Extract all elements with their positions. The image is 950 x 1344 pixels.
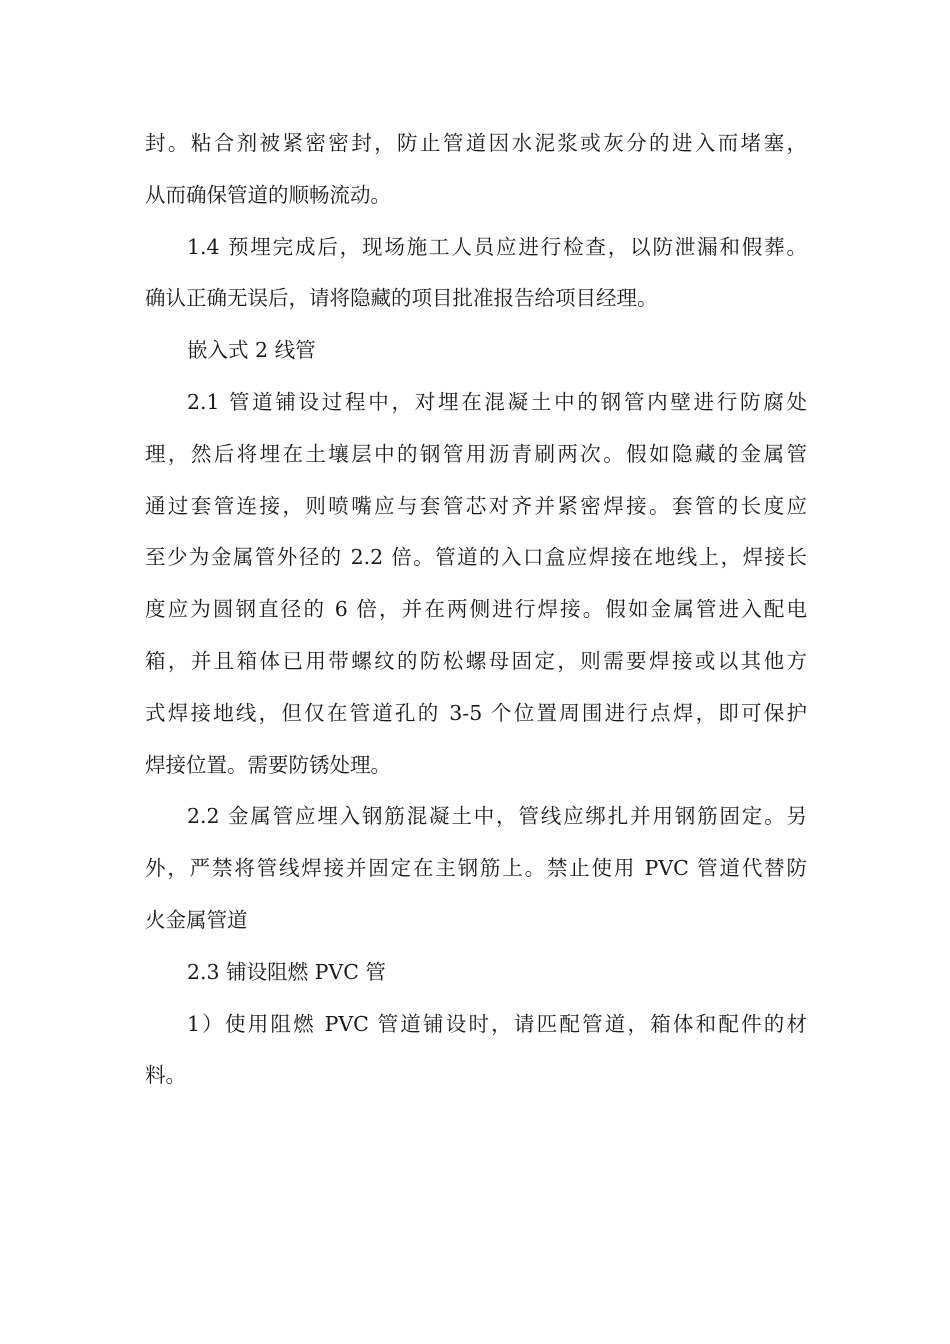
text-line: 式焊接地线，但仅在管道孔的 3-5 个位置周围进行点焊，即可保护 [145, 700, 807, 725]
text-line: 料。 [145, 1063, 186, 1088]
text-line: 火金属管道 [145, 907, 248, 932]
text-line: 通过套管连接，则喷嘴应与套管芯对齐并紧密焊接。套管的长度应 [145, 493, 807, 518]
text-line: 外，严禁将管线焊接并固定在主钢筋上。禁止使用 PVC 管道代替防 [145, 856, 807, 881]
paragraph-2-1-line: 2.1 管道铺设过程中，对埋在混凝土中的钢管内壁进行防腐处 [187, 389, 807, 414]
text-line: 至少为金属管外径的 2.2 倍。管道的入口盒应焊接在地线上，焊接长 [145, 545, 807, 570]
text-line: 从而确保管道的顺畅流动。 [145, 182, 391, 207]
text-line: 理，然后将埋在土壤层中的钢管用沥青刷两次。假如隐藏的金属管 [145, 441, 807, 466]
text-line: 确认正确无误后，请将隐藏的项目批准报告给项目经理。 [145, 286, 658, 311]
list-item-line: 1）使用阻燃 PVC 管道铺设时，请匹配管道，箱体和配件的材 [187, 1011, 807, 1036]
subsection-heading: 2.3 铺设阻燃 PVC 管 [187, 959, 386, 984]
text-line: 封。粘合剂被紧密密封，防止管道因水泥浆或灰分的进入而堵塞， [145, 131, 807, 155]
document-body [145, 118, 807, 1102]
paragraph-1-4-line: 1.4 预埋完成后，现场施工人员应进行检查，以防泄漏和假葬。 [187, 234, 807, 259]
text-line: 度应为圆钢直径的 6 倍，并在两侧进行焊接。假如金属管进入配电 [145, 597, 807, 622]
paragraph-2-2-line: 2.2 金属管应埋入钢筋混凝土中，管线应绑扎并用钢筋固定。另 [187, 804, 807, 829]
section-heading: 嵌入式 2 线管 [187, 338, 316, 363]
text-line: 箱，并且箱体已用带螺纹的防松螺母固定，则需要焊接或以其他方 [145, 648, 807, 673]
text-line: 焊接位置。需要防锈处理。 [145, 752, 391, 777]
